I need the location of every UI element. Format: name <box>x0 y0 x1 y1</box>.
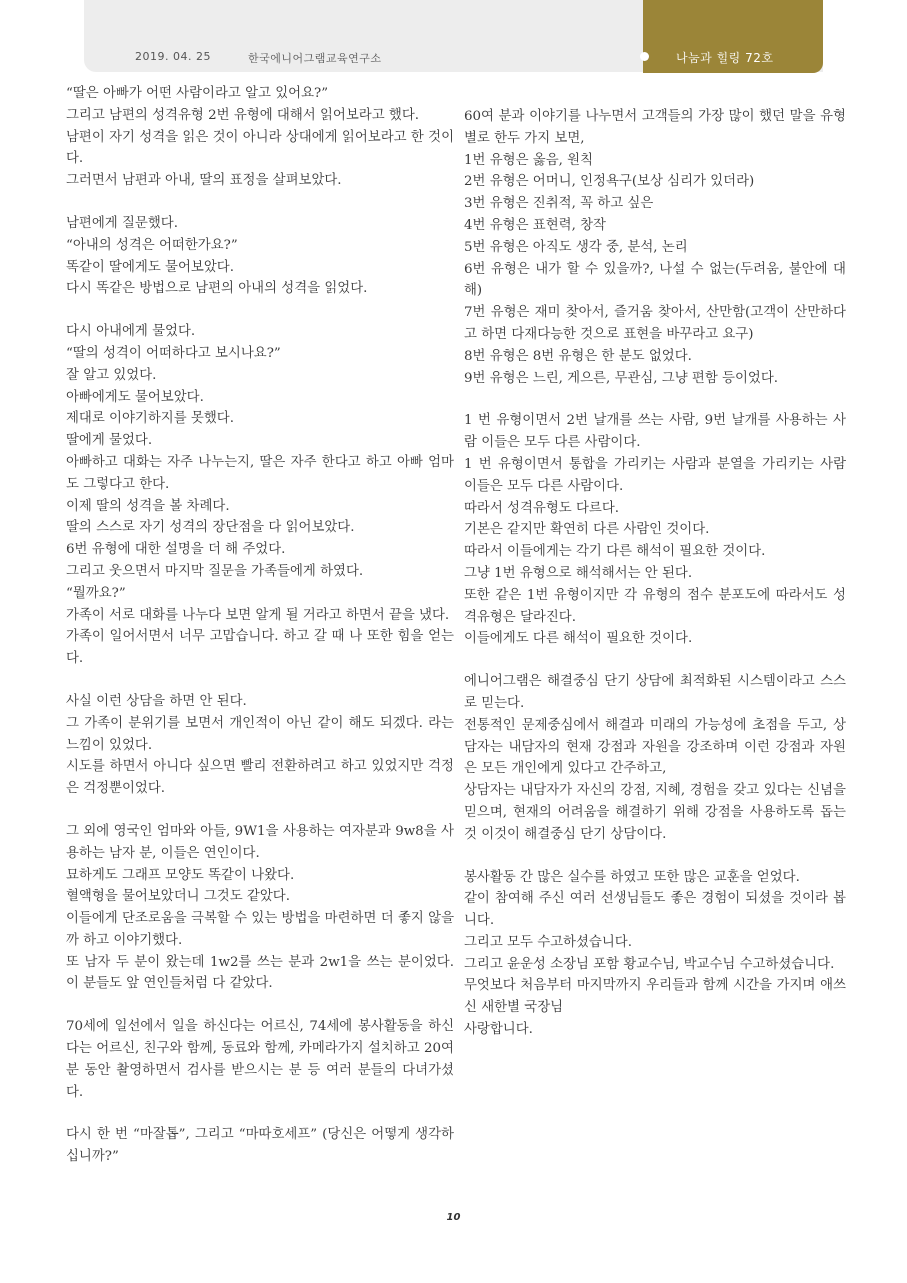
paragraph: 봉사활동 간 많은 실수를 하였고 또한 많은 교훈을 얻었다. 같이 참여해 주신 여러 선생님들도 좋은 경험이 되셨을 것이라 봅니다. 그리고 모두 수고하셨습니다. 그리고 윤운성 소장님 포함 황교수님, 박교수님 수고하셨습니다. 무엇보다 처음부터 마지막까지 우리들과 함께 시간을 가지며 애쓰신 새한별 국장님 사랑합니다. <box>464 869 846 1038</box>
paragraph: “딸은 아빠가 어떤 사람이라고 알고 있어요?” 그리고 남편의 성격유형 2번 유형에 대해서 읽어보라고 했다. 남편이 자기 성격을 읽은 것이 아니라 상대에게 읽어보라고 한 것이다. 그러면서 남편과 아내, 딸의 표정을 살펴보았다. <box>66 86 454 189</box>
paragraph: 60여 분과 이야기를 나누면서 고객들의 가장 많이 했던 말을 유형별로 한두 가지 보면, 1번 유형은 옳음, 원칙 2번 유형은 어머니, 인정욕구(보상 심리가 있더라) 3번 유형은 진취적, 꼭 하고 싶은 4번 유형은 표현력, 창작 5번 유형은 아직도 생각 중, 분석, 논리 6번 유형은 내가 할 수 있을까?, 나설 수 없는(두려움, 불안에 대해) 7번 유형은 재미 찾아서, 즐거움 찾아서, 산만함(고객이 산만하다고 하면 다재다능한 것으로 표현을 바꾸라고 요구) 8번 유형은 8번 유형은 한 분도 없었다. 9번 유형은 느린, 게으른, 무관심, 그냥 편함 등이었다. <box>464 109 846 386</box>
paragraph: 남편에게 질문했다. “아내의 성격은 어떠한가요?” 똑같이 딸에게도 물어보았다. 다시 똑같은 방법으로 남편의 아내의 성격을 읽었다. <box>66 215 368 297</box>
header-organization: 한국에니어그램교육연구소 <box>248 52 382 65</box>
right-column <box>464 106 846 1041</box>
paragraph: 다시 아내에게 물었다. “딸의 성격이 어떠하다고 보시나요?” 잘 알고 있었다. 아빠에게도 물어보았다. 제대로 이야기하지를 못했다. 딸에게 물었다. 아빠하고 대화는 자주 나누는지, 딸은 자주 한다고 하고 아빠 엄마도 그렇다고 한다. 이제 딸의 성격을 볼 차례다. 딸의 스스로 자기 성격의 장단점을 다 읽어보았다. 6번 유형에 대한 설명을 더 해 주었다. 그리고 웃으면서 마지막 질문을 가족들에게 하였다. “뭘까요?” 가족이 서로 대화를 나누다 보면 알게 될 거라고 하면서 끝을 냈다. 가족이 일어서면서 너무 고맙습니다. 하고 갈 때 나 또한 힘을 얻는다. <box>66 324 454 667</box>
paragraph: 70세에 일선에서 일을 하신다는 어르신, 74세에 봉사활동을 하신다는 어르신, 친구와 함께, 동료와 함께, 카메라가지 설치하고 20여분 동안 촬영하면서 검사를 받으시는 분 등 여러 분들의 다녀가셨다. <box>66 1019 454 1100</box>
page-number: 10 <box>446 1212 461 1223</box>
tab-dot-icon <box>640 52 649 61</box>
paragraph: 사실 이런 상담을 하면 안 된다. 그 가족이 분위기를 보면서 개인적이 아닌 같이 해도 되겠다. 라는 느낌이 있었다. 시도를 하면서 아니다 싶으면 빨리 전환하려고 하고 있었지만 걱정은 걱정뿐이었다. <box>66 693 454 797</box>
issue-label: 나눔과 힐링 72호 <box>676 51 774 65</box>
paragraph: 에니어그램은 해결중심 단기 상담에 최적화된 시스템이라고 스스로 믿는다. 전통적인 문제중심에서 해결과 미래의 가능성에 초점을 두고, 상담자는 내담자의 현재 강점과 자원을 강조하며 이런 강점과 자원은 모든 개인에게 있다고 간주하고, 상담자는 내담자가 자신의 강점, 지혜, 경험을 갖고 있다는 신념을 믿으며, 현재의 어려움을 해결하기 위해 강점을 사용하도록 돕는 것 이것이 해결중심 단기 상담이다. <box>464 674 846 842</box>
left-column <box>66 83 454 1168</box>
header-date: 2019. 04. 25 <box>135 50 211 63</box>
paragraph: 1 번 유형이면서 2번 날개를 쓰는 사람, 9번 날개를 사용하는 사람 이들은 모두 다른 사람이다. 1 번 유형이면서 통합을 가리키는 사람과 분열을 가리키는 사람 이들은 모두 다른 사람이다. 따라서 성격유형도 다르다. 기본은 같지만 확연히 다른 사람인 것이다. 따라서 이들에게는 각기 다른 해석이 필요한 것이다. 그냥 1번 유형으로 해석해서는 안 된다. 또한 같은 1번 유형이지만 각 유형의 점수 분포도에 따라서도 성격유형은 달라진다. 이들에게도 다른 해석이 필요한 것이다. <box>464 413 846 647</box>
paragraph: 다시 한 번 “마잘톱”, 그리고 “마따호세프” (당신은 어떻게 생각하십니까?” <box>66 1127 454 1165</box>
paragraph: 그 외에 영국인 엄마와 아들, 9W1을 사용하는 여자분과 9w8을 사용하는 남자 분, 이들은 연인이다. 묘하게도 그래프 모양도 똑같이 나왔다. 혈액형을 물어보았더니 그것도 같았다. 이들에게 단조로움을 극복할 수 있는 방법을 마련하면 더 좋지 않을까 하고 이야기했다. 또 남자 두 분이 왔는데 1w2를 쓰는 분과 2w1을 쓰는 분이었다. 이 분들도 앞 연인들처럼 다 같았다. <box>66 823 454 992</box>
